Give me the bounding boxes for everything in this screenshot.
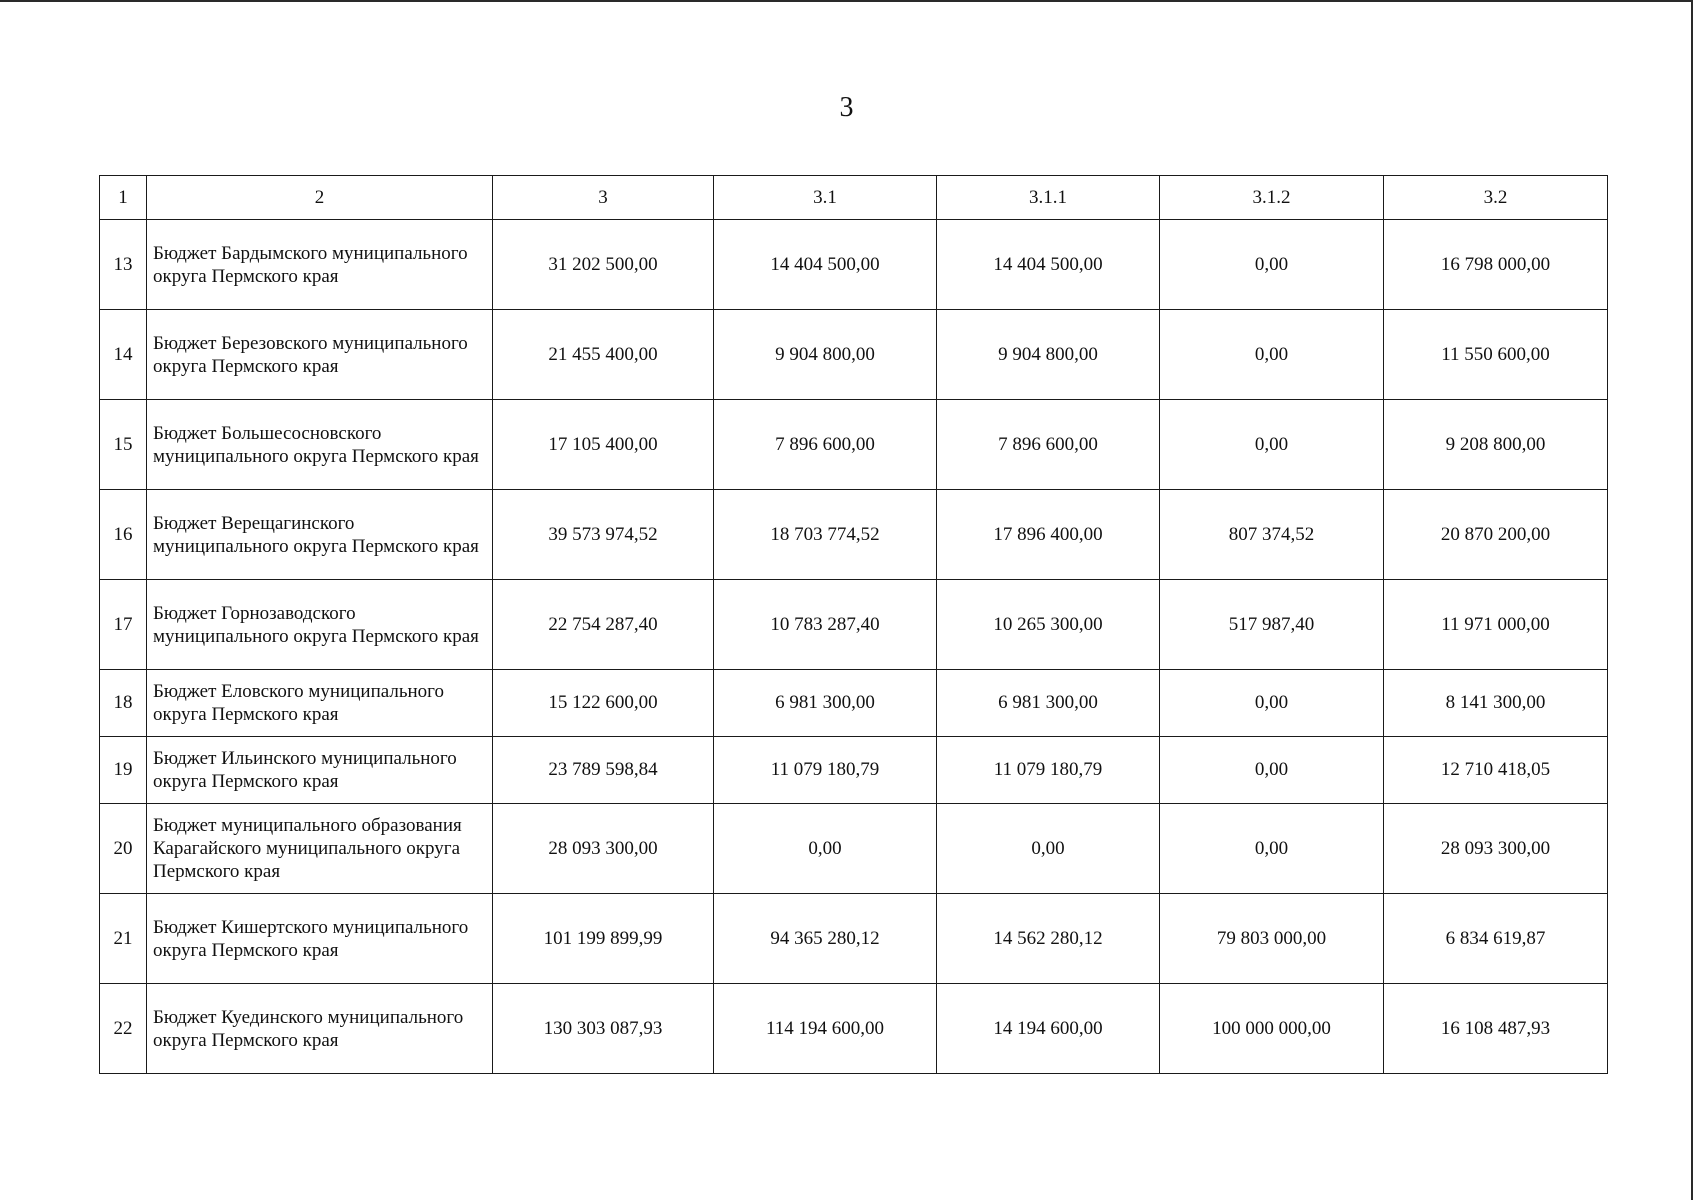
budget-name: Бюджет Большесосновского муниципального округа Пермского края xyxy=(147,400,493,490)
total-amount: 17 105 400,00 xyxy=(493,400,714,490)
total-amount: 22 754 287,40 xyxy=(493,580,714,670)
table-row xyxy=(100,804,1608,894)
amount-3-2: 12 710 418,05 xyxy=(1384,737,1608,804)
amount-3-1-1: 17 896 400,00 xyxy=(937,490,1160,580)
total-amount: 130 303 087,93 xyxy=(493,984,714,1074)
amount-3-1-2: 0,00 xyxy=(1160,670,1384,737)
amount-3-1-2: 807 374,52 xyxy=(1160,490,1384,580)
page-top-border xyxy=(0,0,1693,2)
budget-name: Бюджет Горнозаводского муниципального округа Пермского края xyxy=(147,580,493,670)
amount-3-1-2: 0,00 xyxy=(1160,310,1384,400)
amount-3-1-2: 517 987,40 xyxy=(1160,580,1384,670)
amount-3-1: 18 703 774,52 xyxy=(714,490,937,580)
table-row xyxy=(100,894,1608,984)
amount-3-1-1: 14 404 500,00 xyxy=(937,220,1160,310)
budget-name: Бюджет Бардымского муниципального округа Пермского края xyxy=(147,220,493,310)
total-amount: 39 573 974,52 xyxy=(493,490,714,580)
table-row xyxy=(100,220,1608,310)
budget-name: Бюджет Кишертского муниципального округа Пермского края xyxy=(147,894,493,984)
amount-3-2: 6 834 619,87 xyxy=(1384,894,1608,984)
amount-3-2: 9 208 800,00 xyxy=(1384,400,1608,490)
amount-3-1: 11 079 180,79 xyxy=(714,737,937,804)
table-row xyxy=(100,490,1608,580)
total-amount: 15 122 600,00 xyxy=(493,670,714,737)
header-col-3: 3 xyxy=(493,176,714,220)
budget-name: Бюджет Ильинского муниципального округа Пермского края xyxy=(147,737,493,804)
row-number: 20 xyxy=(100,804,147,894)
row-number: 15 xyxy=(100,400,147,490)
row-number: 17 xyxy=(100,580,147,670)
total-amount: 23 789 598,84 xyxy=(493,737,714,804)
total-amount: 31 202 500,00 xyxy=(493,220,714,310)
amount-3-2: 8 141 300,00 xyxy=(1384,670,1608,737)
total-amount: 21 455 400,00 xyxy=(493,310,714,400)
amount-3-1-1: 6 981 300,00 xyxy=(937,670,1160,737)
table-row xyxy=(100,310,1608,400)
total-amount: 101 199 899,99 xyxy=(493,894,714,984)
header-col-2: 2 xyxy=(147,176,493,220)
amount-3-1-1: 0,00 xyxy=(937,804,1160,894)
amount-3-1: 7 896 600,00 xyxy=(714,400,937,490)
amount-3-1-2: 0,00 xyxy=(1160,804,1384,894)
amount-3-1: 14 404 500,00 xyxy=(714,220,937,310)
amount-3-1: 94 365 280,12 xyxy=(714,894,937,984)
amount-3-1-1: 14 562 280,12 xyxy=(937,894,1160,984)
amount-3-1: 6 981 300,00 xyxy=(714,670,937,737)
row-number: 13 xyxy=(100,220,147,310)
amount-3-1: 9 904 800,00 xyxy=(714,310,937,400)
row-number: 16 xyxy=(100,490,147,580)
amount-3-1-2: 0,00 xyxy=(1160,737,1384,804)
header-col-3-1: 3.1 xyxy=(714,176,937,220)
budget-name: Бюджет муниципального образования Карагайского муниципального округа Пермского края xyxy=(147,804,493,894)
row-number: 19 xyxy=(100,737,147,804)
table-body xyxy=(100,220,1608,1074)
amount-3-1-2: 79 803 000,00 xyxy=(1160,894,1384,984)
table-row xyxy=(100,670,1608,737)
total-amount: 28 093 300,00 xyxy=(493,804,714,894)
amount-3-1-1: 7 896 600,00 xyxy=(937,400,1160,490)
amount-3-1-2: 0,00 xyxy=(1160,400,1384,490)
amount-3-1: 114 194 600,00 xyxy=(714,984,937,1074)
header-row xyxy=(100,176,1608,220)
budget-table xyxy=(99,175,1608,1074)
budget-name: Бюджет Еловского муниципального округа Пермского края xyxy=(147,670,493,737)
amount-3-1: 0,00 xyxy=(714,804,937,894)
row-number: 14 xyxy=(100,310,147,400)
amount-3-2: 11 971 000,00 xyxy=(1384,580,1608,670)
amount-3-2: 16 798 000,00 xyxy=(1384,220,1608,310)
table-row xyxy=(100,984,1608,1074)
header-col-1: 1 xyxy=(100,176,147,220)
header-col-3-1-2: 3.1.2 xyxy=(1160,176,1384,220)
amount-3-1-2: 100 000 000,00 xyxy=(1160,984,1384,1074)
budget-name: Бюджет Куединского муниципального округа Пермского края xyxy=(147,984,493,1074)
amount-3-2: 28 093 300,00 xyxy=(1384,804,1608,894)
amount-3-2: 16 108 487,93 xyxy=(1384,984,1608,1074)
table-row xyxy=(100,737,1608,804)
amount-3-1-1: 9 904 800,00 xyxy=(937,310,1160,400)
budget-name: Бюджет Березовского муниципального округа Пермского края xyxy=(147,310,493,400)
budget-name: Бюджет Верещагинского муниципального округа Пермского края xyxy=(147,490,493,580)
row-number: 21 xyxy=(100,894,147,984)
header-col-3-2: 3.2 xyxy=(1384,176,1608,220)
table-row xyxy=(100,580,1608,670)
row-number: 22 xyxy=(100,984,147,1074)
amount-3-1-1: 11 079 180,79 xyxy=(937,737,1160,804)
amount-3-1-1: 10 265 300,00 xyxy=(937,580,1160,670)
page-number: 3 xyxy=(839,92,854,123)
table-header xyxy=(100,176,1608,220)
row-number: 18 xyxy=(100,670,147,737)
amount-3-1-2: 0,00 xyxy=(1160,220,1384,310)
header-col-3-1-1: 3.1.1 xyxy=(937,176,1160,220)
amount-3-1-1: 14 194 600,00 xyxy=(937,984,1160,1074)
amount-3-1: 10 783 287,40 xyxy=(714,580,937,670)
table-row xyxy=(100,400,1608,490)
amount-3-2: 20 870 200,00 xyxy=(1384,490,1608,580)
amount-3-2: 11 550 600,00 xyxy=(1384,310,1608,400)
